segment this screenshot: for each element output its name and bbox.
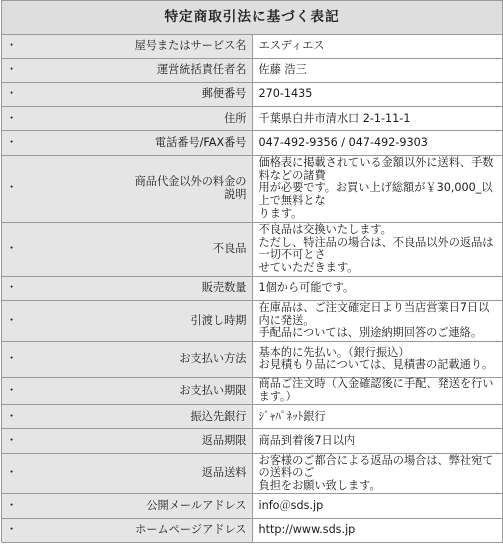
commerce-disclosure-table (1, 0, 503, 543)
row-value: 1個から可能です。 (252, 276, 503, 300)
row-label-text (23, 176, 246, 201)
row-value: 商品到着後7日以内 (252, 429, 503, 453)
bullet-marker: ・ (6, 87, 18, 101)
bullet-marker: ・ (6, 523, 18, 536)
row-label-text: 運営統括責任者名 (156, 63, 247, 77)
table-row-payment-deadline (2, 377, 503, 405)
bullet-marker: ・ (6, 281, 18, 295)
value-line: お見積もり品については、見積書の記載通り。 (258, 358, 494, 372)
value-line: 在庫品は、ご注文確定日より当店営業日7日以内に発送。 (258, 301, 490, 327)
row-value: 270-1435 (252, 83, 503, 107)
bullet-marker: ・ (6, 433, 18, 447)
row-label (2, 301, 253, 342)
row-label (2, 58, 253, 82)
label-line: 説明 (224, 187, 247, 201)
value-line: 基本的に先払い。（銀行振込） (258, 345, 410, 359)
homepage-url: http://www.sds.jp (252, 518, 503, 542)
label-line: 商品代金以外の料金の (134, 175, 247, 189)
value-line: 負担をお願い致します。 (258, 478, 381, 492)
table-row-sales-quantity (2, 276, 503, 300)
value-line: せていただきます。 (258, 261, 359, 274)
table-row-address (2, 107, 503, 131)
table-row-delivery-time (2, 301, 503, 342)
row-value (252, 341, 503, 377)
row-label-text: 屋号またはサービス名 (134, 38, 247, 52)
table-title: 特定商取引法に基づく表記 (2, 1, 503, 35)
row-label-text: お支払い方法 (179, 352, 247, 365)
row-value: 商品ご注文時（入金確認後に手配、発送を行います。） (252, 377, 503, 405)
row-label (2, 494, 253, 518)
table-row-bank (2, 405, 503, 429)
value-line: 用が必要です。お買い上げ総額が￥30,000_以上で無料とな (258, 181, 493, 208)
table-row-email (2, 494, 503, 518)
row-label (2, 34, 253, 58)
bullet-marker: ・ (6, 63, 18, 77)
row-label (2, 131, 253, 155)
row-value: ｼﾞｬﾊﾟﾈｯﾄ銀行 (252, 405, 503, 429)
table-row-postal-code (2, 83, 503, 107)
table-row-manager (2, 58, 503, 82)
row-label-text: 返品期限 (201, 433, 247, 447)
row-label-text: 郵便番号 (201, 87, 247, 101)
bullet-marker: ・ (6, 38, 18, 52)
row-label (2, 429, 253, 453)
row-label (2, 276, 253, 300)
row-value (252, 222, 503, 276)
bullet-marker: ・ (6, 466, 18, 480)
table-row-payment-method (2, 341, 503, 377)
row-label-text: 電話番号/FAX番号 (154, 135, 247, 149)
row-label-text: ホームページアドレス (135, 523, 247, 536)
bullet-marker: ・ (6, 313, 18, 327)
row-label (2, 377, 253, 405)
row-label (2, 222, 253, 276)
bullet-marker: ・ (6, 242, 18, 256)
row-value: エスディエス (252, 34, 503, 58)
row-label (2, 405, 253, 429)
value-line: 価格表に掲載されている金額以外に送料、手数料などの諸費 (258, 156, 494, 182)
table-row-phone-fax (2, 131, 503, 155)
row-label-text: 住所 (224, 111, 247, 125)
table-row-homepage (2, 518, 503, 542)
bullet-marker: ・ (6, 352, 18, 365)
row-label-text: お支払い期限 (179, 383, 247, 397)
email-address: info＠sds.jp (252, 494, 503, 518)
table-row-business-name (2, 34, 503, 58)
row-value (252, 155, 503, 222)
bullet-marker: ・ (6, 383, 18, 397)
row-label (2, 107, 253, 131)
row-label-text: 販売数量 (201, 281, 247, 295)
table-row-return-period (2, 429, 503, 453)
row-label (2, 518, 253, 542)
table-row-return-shipping (2, 453, 503, 494)
row-label-text: 返品送料 (201, 466, 247, 480)
bullet-marker: ・ (6, 181, 18, 195)
row-label-text: 公開メールアドレス (146, 498, 247, 512)
row-label (2, 453, 253, 494)
title-row (2, 1, 503, 35)
table-row-additional-fees (2, 155, 503, 222)
row-value (252, 453, 503, 494)
bullet-marker: ・ (6, 135, 18, 149)
value-line: ただし、特注品の場合は、不良品以外の返品は一切不可とさ (258, 235, 494, 262)
value-line: 不良品は交換いたします。 (258, 223, 392, 237)
row-label-text: 引渡し時期 (190, 313, 247, 327)
row-value: 千葉県白井市清水口 2-1-11-1 (252, 107, 503, 131)
bullet-marker: ・ (6, 111, 18, 125)
value-line: 手配品については、別途納期回答のご連絡。 (258, 326, 483, 340)
row-value (252, 301, 503, 342)
row-value: 佐藤 浩三 (252, 58, 503, 82)
bullet-marker: ・ (6, 498, 18, 512)
table-row-defective-items (2, 222, 503, 276)
row-label (2, 83, 253, 107)
value-line: ります。 (258, 206, 303, 220)
row-label-text: 振込先銀行 (190, 409, 247, 423)
row-value: 047-492-9356 / 047-492-9303 (252, 131, 503, 155)
row-label (2, 341, 253, 377)
row-label (2, 155, 253, 222)
row-label-text: 不良品 (212, 242, 247, 256)
bullet-marker: ・ (6, 409, 18, 423)
value-line: お客様のご都合による返品の場合は、弊社宛ての送料のご (258, 453, 494, 480)
